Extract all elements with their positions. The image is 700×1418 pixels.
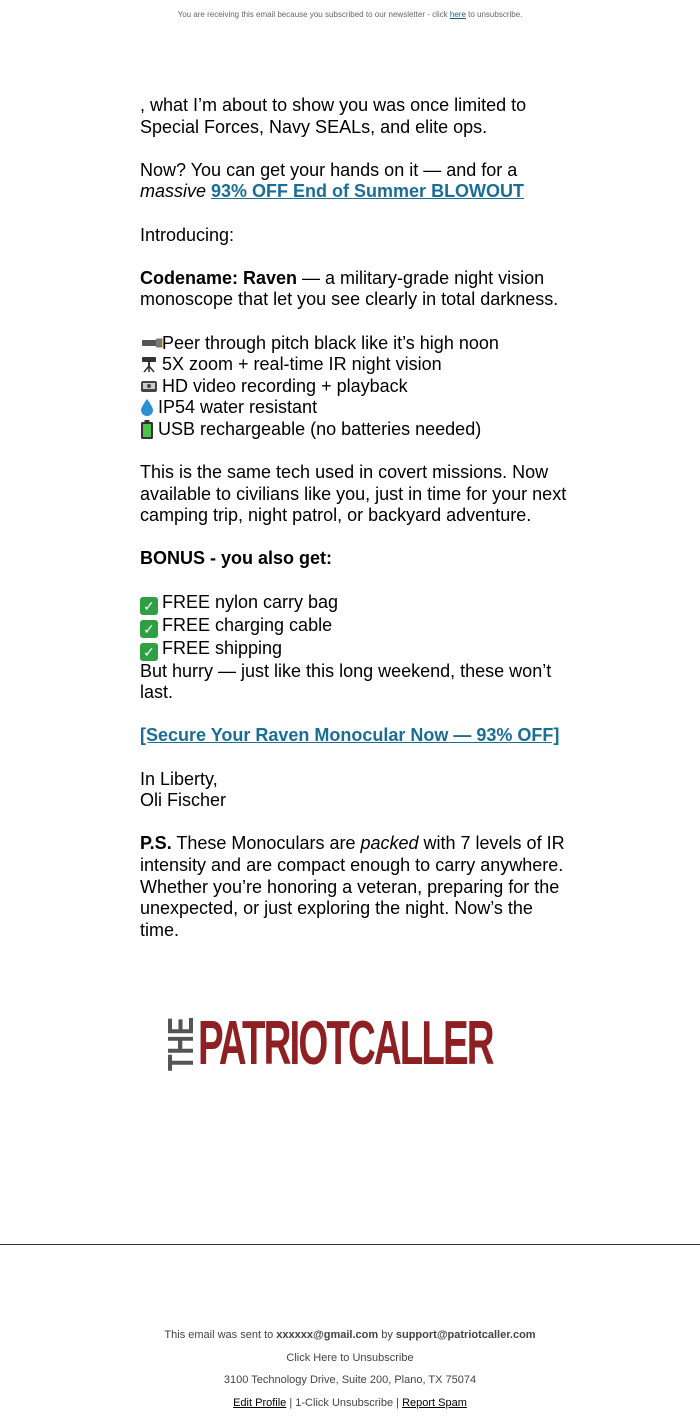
bonus-item bbox=[140, 592, 338, 612]
bonus-text: FREE nylon carry bag bbox=[162, 592, 338, 612]
bonus-item bbox=[140, 615, 332, 635]
feature-list bbox=[140, 333, 570, 441]
preheader-text: You are receiving this email because you subscribed to our newsletter - click bbox=[178, 10, 450, 19]
address-line bbox=[0, 1373, 700, 1396]
report-spam-link[interactable]: Report Spam bbox=[402, 1397, 467, 1409]
bonus-text: FREE charging cable bbox=[162, 615, 332, 635]
hurry-paragraph: But hurry — just like this long weekend, these won’t last. bbox=[140, 661, 570, 704]
ps-paragraph bbox=[140, 833, 570, 941]
feature-item bbox=[140, 397, 317, 417]
video-camera-icon bbox=[140, 377, 158, 395]
sent-to-text: This email was sent to bbox=[164, 1329, 276, 1341]
logo-brand-name: PATRIOTCALLER bbox=[198, 1013, 493, 1075]
feature-text: 5X zoom + real-time IR night vision bbox=[162, 354, 442, 374]
logo-the-mark bbox=[163, 1017, 197, 1071]
feature-text: IP54 water resistant bbox=[158, 397, 317, 417]
feature-text: HD video recording + playback bbox=[162, 376, 408, 396]
footer-separator: | bbox=[286, 1397, 295, 1409]
ps-text-rest: with 7 levels of IR intensity and are compact enough to carry anywhere. Whether you’re honoring a veteran, preparing for the unexpected, or just exploring the night. Now’s the time. bbox=[140, 833, 565, 939]
footer bbox=[0, 1328, 700, 1418]
footer-separator: | bbox=[393, 1397, 402, 1409]
intro-paragraph: , what I’m about to show you was once limited to Special Forces, Navy SEALs, and elite ops. bbox=[140, 95, 570, 138]
bonus-heading-text: BONUS - you also get: bbox=[140, 548, 332, 568]
check-mark-icon: ✓ bbox=[140, 597, 158, 615]
signoff-name: Oli Fischer bbox=[140, 790, 226, 810]
flashlight-icon bbox=[140, 334, 158, 352]
footer-links bbox=[0, 1396, 700, 1418]
product-name: Codename: Raven bbox=[140, 268, 297, 288]
battery-icon bbox=[140, 420, 154, 438]
one-click-unsubscribe-link[interactable]: 1-Click Unsubscribe bbox=[295, 1397, 393, 1409]
footer-divider bbox=[0, 1244, 700, 1245]
preheader bbox=[0, 10, 700, 19]
feature-text: USB rechargeable (no batteries needed) bbox=[158, 419, 481, 439]
ps-emphasis: packed bbox=[360, 833, 418, 853]
email-body bbox=[140, 95, 570, 963]
unsubscribe-link[interactable]: Click Here to Unsubscribe bbox=[286, 1352, 413, 1364]
feature-item bbox=[140, 419, 481, 439]
feature-item bbox=[140, 354, 442, 374]
product-paragraph bbox=[140, 268, 570, 311]
postal-address: 3100 Technology Drive, Suite 200, Plano, TX 75074 bbox=[224, 1374, 476, 1386]
bonus-item bbox=[140, 638, 282, 658]
bonus-text: FREE shipping bbox=[162, 638, 282, 658]
droplet-icon bbox=[140, 398, 154, 416]
sender-email: support@patriotcaller.com bbox=[396, 1329, 536, 1341]
sent-by-text: by bbox=[378, 1329, 396, 1341]
covert-paragraph: This is the same tech used in covert missions. Now available to civilians like you, just in time for your next camping trip, night patrol, or backyard adventure. bbox=[140, 462, 570, 527]
bonus-heading bbox=[140, 548, 570, 570]
preheader-unsubscribe-link[interactable]: here bbox=[450, 10, 466, 19]
blowout-link[interactable]: 93% OFF End of Summer BLOWOUT bbox=[211, 181, 524, 201]
svg-text:THE: THE bbox=[160, 1017, 201, 1071]
bonus-list bbox=[140, 592, 570, 661]
check-mark-icon: ✓ bbox=[140, 620, 158, 638]
ps-text: These Monoculars are bbox=[172, 833, 361, 853]
check-mark-icon: ✓ bbox=[140, 643, 158, 661]
signoff-line: In Liberty, bbox=[140, 769, 218, 789]
signoff bbox=[140, 769, 570, 812]
ps-label: P.S. bbox=[140, 833, 172, 853]
offer-text: Now? You can get your hands on it — and for a bbox=[140, 160, 517, 180]
feature-item bbox=[140, 376, 408, 396]
offer-emphasis: massive bbox=[140, 181, 206, 201]
secure-monocular-link[interactable]: [Secure Your Raven Monocular Now — 93% OFF] bbox=[140, 725, 559, 745]
unsubscribe-line bbox=[0, 1351, 700, 1374]
edit-profile-link[interactable]: Edit Profile bbox=[233, 1397, 286, 1409]
feature-text: Peer through pitch black like it’s high noon bbox=[162, 333, 499, 353]
offer-paragraph bbox=[140, 160, 570, 203]
cta-paragraph bbox=[140, 725, 570, 747]
telescope-icon bbox=[140, 355, 158, 373]
patriot-caller-logo bbox=[163, 1015, 543, 1075]
product-description: — a military-grade night vision monoscope that let you see clearly in total darkness. bbox=[140, 268, 558, 310]
sent-to-line bbox=[0, 1328, 700, 1351]
introducing-text: Introducing: bbox=[140, 225, 570, 247]
feature-item bbox=[140, 333, 499, 353]
recipient-email: xxxxxx@gmail.com bbox=[276, 1329, 378, 1341]
preheader-text-end: to unsubscribe. bbox=[466, 10, 522, 19]
